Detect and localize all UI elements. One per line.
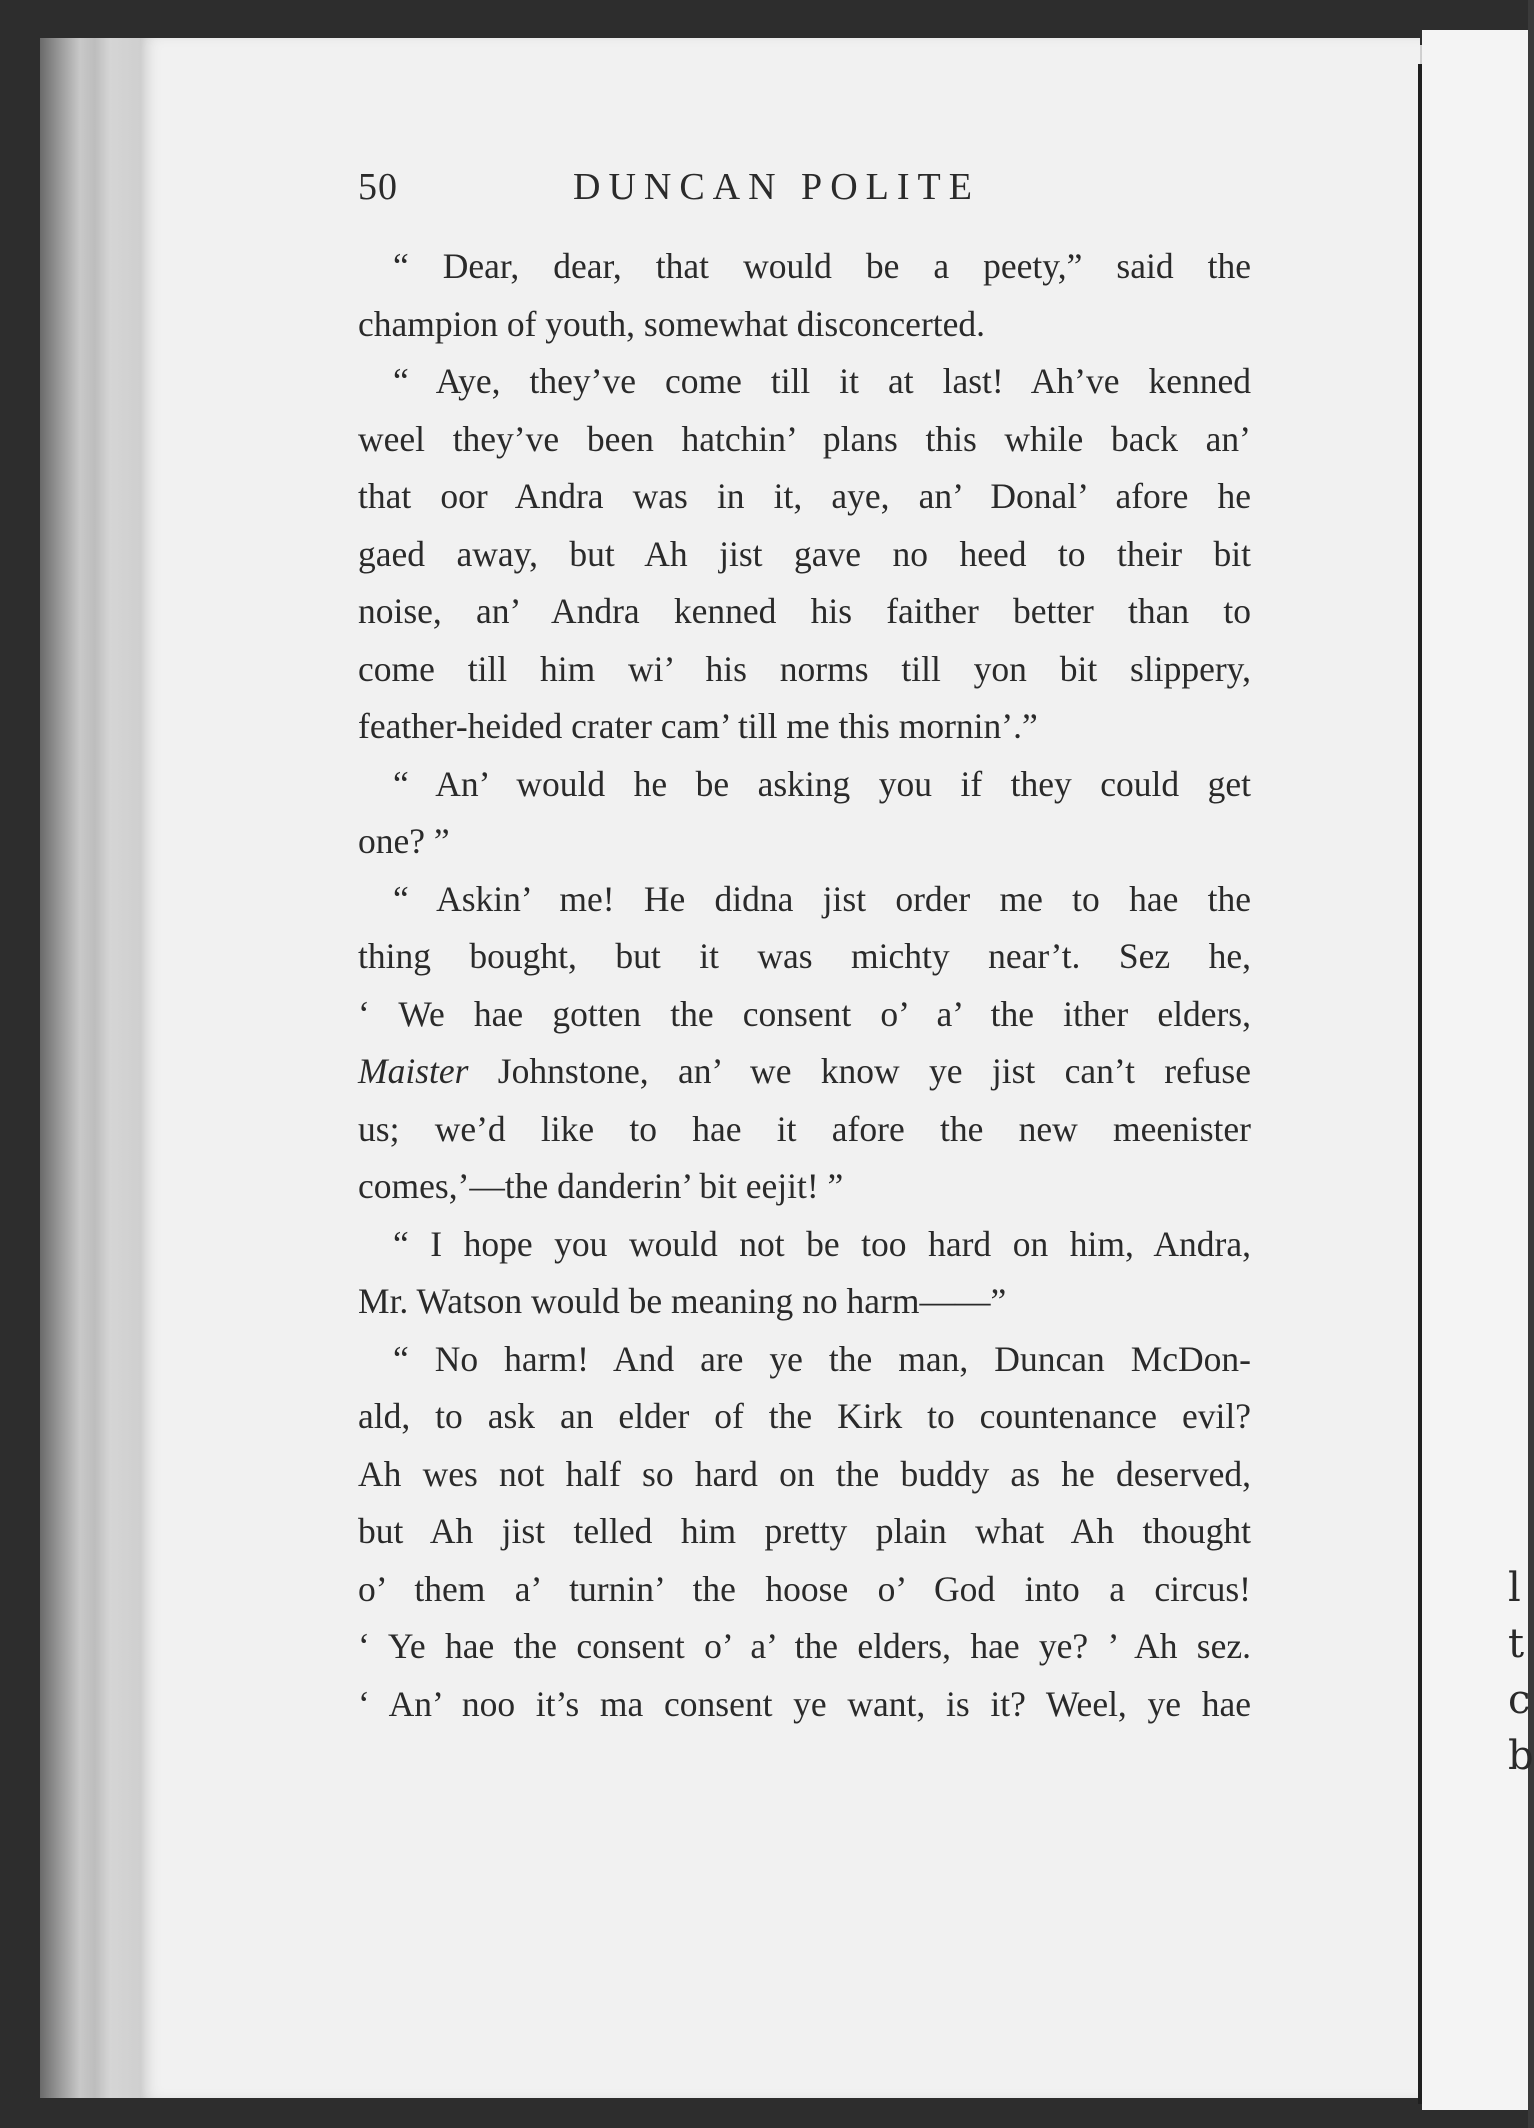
facing-fragment: t [1508, 1621, 1525, 1667]
facing-fragment: l [1508, 1565, 1521, 1611]
text-line: feather-heided crater cam’ till me this mornin’.” [358, 706, 1038, 746]
text-line: come till him wi’ his norms till yon bit slippery, [358, 648, 1251, 689]
text-line: ‘ An’ noo it’s ma consent ye want, is it? Weel, ye hae [358, 1683, 1251, 1724]
text-line: thing bought, but it was michty near’t. Sez he, [358, 936, 1251, 976]
text-line: “ No harm! And are ye the man, Duncan McDon- [393, 1338, 1251, 1379]
text-line: one? ” [358, 821, 450, 861]
text-line: “ Askin’ me! He didna jist order me to hae the [393, 878, 1251, 919]
book-fore-edge [40, 38, 140, 2098]
page-number: 50 [358, 166, 398, 208]
text-line-rest: Johnstone, an’ we know ye jist can’t refuse [497, 1051, 1252, 1091]
text-line: champion of youth, somewhat disconcerted. [358, 303, 986, 344]
text-line: weel they’ve been hatchin’ plans this while back an’ [358, 418, 1251, 459]
page-gutter [1418, 64, 1422, 2104]
text-line: Mr. Watson would be meaning no harm——” [358, 1281, 1007, 1321]
text-line: Ah wes not half so hard on the buddy as he deserved, [358, 1453, 1251, 1494]
text-line: o’ them a’ turnin’ the hoose o’ God into a circus! [358, 1568, 1251, 1609]
text-line: “ I hope you would not be too hard on him, Andra, [393, 1223, 1251, 1264]
text-line: comes,’—the danderin’ bit eejit! ” [358, 1166, 844, 1206]
running-title: DUNCAN POLITE [573, 166, 980, 208]
facing-fragment: b [1508, 1733, 1534, 1779]
text-line: ald, to ask an elder of the Kirk to countenance evil? [358, 1396, 1251, 1436]
text-line: noise, an’ Andra kenned his faither better than to [358, 591, 1251, 631]
facing-fragment: c [1508, 1677, 1531, 1723]
text-line: but Ah jist telled him pretty plain what Ah thought [358, 1511, 1251, 1551]
page-header [358, 165, 1258, 221]
italic-word: Maister [358, 1051, 469, 1091]
text-line: us; we’d like to hae it afore the new meenister [358, 1108, 1251, 1149]
text-line: “ Dear, dear, that would be a peety,” said the [393, 246, 1251, 286]
text-line-italic-lead [358, 1043, 1251, 1101]
text-line: ‘ Ye hae the consent o’ a’ the elders, hae ye? ’ Ah sez. [358, 1626, 1251, 1666]
text-line: ‘ We hae gotten the consent o’ a’ the ither elders, [358, 993, 1251, 1034]
text-line: “ An’ would he be asking you if they could get [393, 763, 1251, 804]
body-text [358, 238, 1251, 1733]
text-line: gaed away, but Ah jist gave no heed to their bit [358, 533, 1251, 574]
facing-page [1422, 30, 1528, 2110]
text-line: that oor Andra was in it, aye, an’ Donal’ afore he [358, 476, 1251, 516]
facing-page-fragments [1508, 1560, 1534, 1784]
text-line: “ Aye, they’ve come till it at last! Ah’ve kenned [393, 361, 1251, 401]
